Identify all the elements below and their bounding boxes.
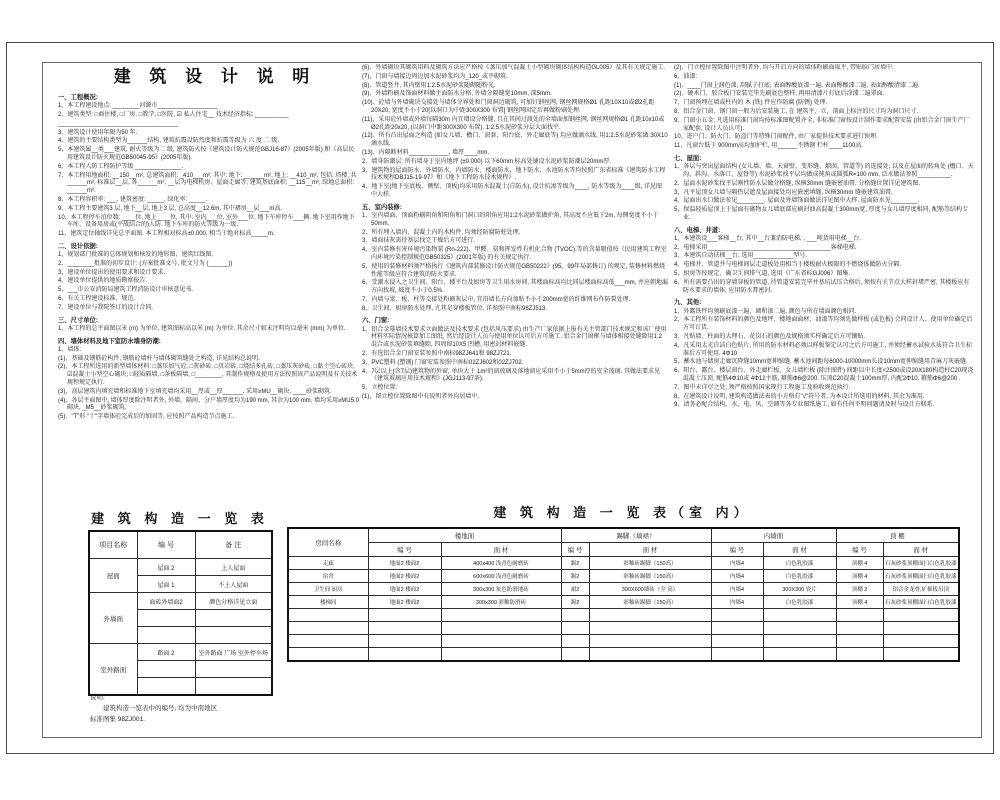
interior-table-title: 建 筑 构 造 一 览 表（室 内） (493, 505, 752, 520)
table-row (288, 596, 959, 609)
section-heading: 一、工程概况: (58, 94, 98, 101)
table-cell: 路面 2 (137, 644, 195, 661)
note-line: 8、铝合金门窗、钢门窗一般为后安装施工, 在 建筑平、立、剖面上标注的尺寸均为洞口尺寸. (674, 108, 919, 115)
subheader-code: 编 号 (711, 543, 763, 557)
subheader-code: 编 号 (836, 543, 883, 557)
note-line: (1)、留立樘位置除图中有说明者外均居墙中. (362, 394, 480, 401)
note-line: (13)、内隔断材料____________, 墙厚____mm. (362, 149, 490, 156)
note-line: 4、地下室(地下室底板、侧壁、顶板)均采用防水混凝土(自防水), 设计抗渗等级为____, 防水等级为____级, 详见图中大样. (362, 184, 663, 198)
table-row (89, 559, 272, 576)
subheader-material: 面 材 (763, 543, 836, 557)
note-line: 5、___市公安消防局建筑工程消防设计审核意见书. (58, 287, 194, 294)
note-line: 2、有选铝合金门窗安装参照中南标98ZJ641和 98ZJ721. (362, 351, 512, 358)
note-line: 8、本工程容积率: ___, 建筑密度: _____, 绿化率: _____. (58, 196, 208, 203)
table-cell: 彩釉砖踢脚（150高） (589, 596, 711, 609)
group-header-ceiling: 顶 棚 (836, 528, 959, 543)
table-cell (836, 622, 883, 635)
table-cell: 彩釉砖踢脚（150高） (589, 570, 711, 583)
note-line: 8、卫生间、厨房防水处理, 尤其是穿楼板管位, 详参照中南标98ZJ513. (362, 305, 548, 312)
note-line: 6、阳台、露台、楼层窗台、外走廊栏板、女儿墙栏板 (除注图件) 间距以中长度<2500或设20X180构造柱C20现浇混凝土压顶, 配筋4Φ10或 4Φ12主筋, 箍筋Φ6@200. 压顶C20混凝土100mm厚, 内配2Φ10, 箍筋Φ6@200 . (674, 368, 974, 383)
table-footnote (90, 692, 217, 725)
note-line: 5、保温轻质屋顶上于屋面有砌物女儿墙底部应刷封油高混凝土300mm宽, 厚度与女儿墙厚度相同, 配筋等结构专业. (674, 207, 969, 221)
table-cell: 顶棚 4 (836, 596, 883, 609)
table-cell (441, 609, 561, 622)
note-line: 6、所有需要凸出的穿墙穿板的管道, 待管道安装完毕并基坑试压合格后, 须按有关节点大样封堵严密, 其楼板应有防水要求的墙体, 应用防水膏密封. (674, 279, 970, 294)
note-line: 11、凡窗台低于 900mm高均加护栏, 用______不锈钢 栏杆____1100高. (674, 143, 863, 150)
table-cell (368, 622, 441, 635)
note-line: 11、建筑定位轴线详见总平面图. 本工程相对标高±0.000, 相当于绝对标高_____m. (58, 231, 275, 238)
note-line: ____________________________________ (58, 120, 179, 127)
table-cell: 屋面 2 (137, 559, 195, 576)
table-cell: 地面2 楼面2 (368, 570, 441, 583)
subheader-code: 编 号 (561, 543, 589, 557)
table-cell (589, 648, 711, 662)
table-cell (561, 609, 589, 622)
note-line: 10、本工程停车泊位数: ____位, 地上____位, 其中: 室内___位, 室外___位. 地下车库停车___辆. 地下室用作地下车库、设备用房或(平战结合的)人防. 地下车库的防火等级为一级. (58, 214, 355, 229)
note-line: (9)、外墙粉刷及饰面材料做主面防水分格, 外墙分隔缝宽10mm, 深5mm. (362, 91, 552, 98)
note-line: (3)、高层建筑内填充墙和标准地下室填充墙均采用__厚或__厚______, 采用≥MU__砌块, ____砂浆砌筑. (58, 388, 332, 395)
notes-column-3 (674, 64, 974, 512)
section-heading: 七、屋面: (674, 154, 702, 162)
table-cell: 顶棚 4 (836, 570, 883, 583)
table-cell (883, 609, 959, 622)
page-title: 建 筑 设 计 说 明 (113, 67, 317, 86)
table-cell (589, 622, 711, 635)
table-row (288, 570, 959, 583)
note-line: 4、室内装修有害环境污染物氡 (Rn-222)、甲醛、氨和挥发性有机化合物 (TVOC) 等的含量限值按《民用建筑工程室内环境污染控制规范GB50325》(2001年版) 的有关规定执行. (362, 247, 667, 261)
table-cell: 300x300 彩釉防滑砖 (441, 596, 561, 609)
table-cell (288, 622, 368, 635)
construction-table (88, 530, 273, 696)
table-cell (589, 609, 711, 622)
table-cell (589, 635, 711, 648)
table-cell: 宿舍 (288, 570, 368, 583)
table-cell (368, 635, 441, 648)
interior-table-body (288, 557, 959, 662)
subheader-material: 面 材 (589, 543, 711, 557)
table-cell: 石灰砂浆顶棚面扫白色乳胶漆 (883, 570, 959, 583)
note-line: 1、本工程的总平面图以米 (m) 为单位, 建筑图标高以米 (m) 为单位. 其余尺寸如未注明均以毫米 (mm) 为单位. (58, 325, 346, 332)
note-line: 7、建设单位与我院签订的设计合同. (58, 304, 154, 311)
note-line: 9、本工程主要建筑3 层, 地下__层, 地上3 层, 总高度__12.6m, 其中裙房__层___m高. (58, 205, 283, 212)
table-cell (441, 648, 561, 662)
note-line: 7、本工程用地面积: __150__m², 总建筑面积: _410___m²; 其中: 地下: ______m², 地上: __410_m², 包括: 塔楼: 共______m², 标准层__层, 各______m², __层为电梯机房、屋面走廊等; 建筑基底面积: __115__m², 绿地总面积: ______m². (58, 172, 357, 195)
section-heading: 五、室内装修: (362, 203, 402, 211)
table-cell: 300x300 灰色防滑地砖 (441, 583, 561, 596)
note-line: (2)、硬木门、胶合板门安装完毕先刷底色整样, 再用清漆片打底后涂漆二遍罩面. (674, 91, 885, 98)
table-cell: 内墙4 (711, 557, 763, 570)
table-cell (137, 661, 195, 678)
table-cell: 楼梯间 (288, 596, 368, 609)
note-line: 2、电梯采用_____________________________________客梯电梯. (674, 244, 857, 251)
group-header-floor: 楼地面 (368, 528, 561, 543)
note-line: (12)、所有凸出屋面之构造 (如女儿墙、檐口、窗套、阳台底、外走廊底等) 均应做滴水线, 用1:2.5水泥砂浆做 30X10滴水线. (362, 133, 668, 148)
footnote-line: 标准图集 98ZJ001. (90, 716, 145, 724)
table-cell: 白色乳胶漆 (763, 557, 836, 570)
note-line: 1、外露铁件均须刷底漆一遍、调和漆二遍, 颜色与所在墙面颜色相同. (674, 308, 857, 315)
note-line: 3、PVC塑料 (塑钢) 门窗安装参照中南标02ZJ602和02ZJ702. (362, 359, 524, 366)
table-cell: 地面2 楼面2 (368, 557, 441, 570)
note-line: 6、本工程人防工程防护等级 ______________. (58, 163, 184, 170)
table-cell (883, 622, 959, 635)
table-cell (368, 609, 441, 622)
note-line: 2、本工程所有装饰材料的颜色及地坪、楼地面面材、油漆等均须先做样板 (或色板) 会同设计人、使用单位确定后方可订货. (674, 317, 973, 332)
note-line: 1、各层与突出屋面结构 (女儿墙、墙、天窗壁、变形缝、烟囱、管道等) 的连接处, 以及在屋面的转角处 (檐口、天沟、斜沟、水落口、屋脊等) 水泥砂浆找平层均做成钝角或圆弧R=100 mm, 泛水做法参照__________. (674, 164, 974, 178)
note-line: (1)、____门窗上润色漆, 刮腻子打底, 表面醇酸底漆一遍, 表面醇酸漆二遍, 表面醇酸清漆二遍. (674, 82, 920, 89)
table-row (288, 609, 959, 622)
table-cell: 300X300 瓷片 (763, 583, 836, 596)
table-cell: 顶棚 2 (836, 583, 883, 596)
table-cell: 地面2 楼面2 (368, 596, 441, 609)
table-cell: 走廊 (288, 557, 368, 570)
note-line: 6、油漆: (674, 73, 698, 80)
footnote-line: 说明: (90, 694, 105, 701)
subheader-code: 编 号 (368, 543, 441, 557)
note-line: 3、凡贴墙、柱面的大理石、花岗石的颜色及规格须实样确定后方可镶贴. (674, 334, 866, 341)
note-line: 2、墙身防潮层: 所有墙身于室内地坪 (±0.000) 以下60mm 标高处铺设水泥砂浆防潮层20mm厚. (362, 158, 611, 165)
note-line: (4)、各层平面图中, 墙体厚度除注明者外, 外墙、隔间、分户墙厚度均为190 mm, 其余为100 mm. 墙均采用≥MU5.0 砌块, _M5__砂浆砌筑. (58, 397, 359, 412)
table-cell: 裙2 (561, 583, 589, 596)
table-cell: 400x400 浅青色耐磨砖 (441, 557, 561, 570)
table-cell: 石灰砂浆顶棚面扫白色乳胶漆 (883, 596, 959, 609)
table-cell: 上人屋面 (195, 559, 272, 576)
table-cell (368, 648, 441, 662)
column-header-project: 项目名称 (89, 531, 137, 559)
construction-table-body (89, 559, 272, 696)
table-cell (288, 648, 368, 662)
notes-column-2 (362, 64, 668, 512)
table-cell (711, 635, 763, 648)
table-cell (137, 610, 195, 627)
table-cell: 内墙4 (711, 570, 763, 583)
note-line: 5、本建筑属__类___建筑, 耐火等级为二 级, 建筑防火按《建筑设计防火规范GBJ16-87》(2005年版) 和《高层民用建筑设计防火规范GB50045-95》(2005年版). (58, 147, 355, 161)
note-line: 7、图中未详尽之处, 须严格按照国家现行工程施工及验收规范执行. (674, 384, 851, 391)
notes-column-1 (58, 90, 360, 506)
table-cell: 300X600墙砖（全 高） (589, 583, 711, 596)
note-line: 8、在建筑设计说明, 建筑构造做法表的小方格打"√"符号者, 为本设计所选用的材料, 其余为准用. (674, 393, 925, 400)
note-line: (10)、砼墙与外墙砌块交接处与墙体分界处和门窗洞边砌筑, 可加钉钢丝网, 钢丝网规格Ø1 孔距10X10或Ø2孔距20X20, 宽度不小于20[以洞口为中距300X300 布置] 钢丝网固定后再做粉刷处理. (362, 100, 655, 114)
footnote-line: 建筑构造一览表中的编号, 均为中南地区 (90, 705, 218, 713)
project-name-cell: 外墙面 (89, 593, 137, 644)
table-cell: 室外路面 广场 室外停车场 (195, 644, 272, 661)
note-line: 1、墙体: (58, 346, 82, 353)
note-line: 4、凡采用太光自洁白色贴片, 所用的防水材料必须以样板鉴定认可之后方可施工, 并须经蓄水试验水质符合卫生标准后方可使用. 4Φ10 (674, 342, 973, 357)
note-line: 4、建筑的主要结构类型为______结构, 建筑抗震设防烈度和抗震等级为 六 度 二 级. (58, 138, 280, 145)
subheader-material: 面 材 (883, 543, 959, 557)
table-cell (711, 609, 763, 622)
note-line: (5)、"T"形 "十"字墙体砼完成后的加固等, 应按照产品构造节点施工. (58, 414, 235, 421)
note-line: 5、蓄水池与储房走廊沉降缝10mm宽伸缩缝, 蓄水池间距每6000-10000mm长设10mm宽伸缩缝用青麻刀灰嵌缝. (674, 359, 968, 366)
note-line: 9、请务必配合结构、水、电、风、空调等各专业图纸施工, 如有任何不明问题请及时与设计方联系. (674, 402, 935, 409)
note-line: 1、铝合金幕墙技术要求立面做法及技术要求 (包括风压要求) 由生产厂家依据上报有关主管部门技术规定和该厂使用材料实际情况核算加工图纸, 然后经设计人员与使用单位认可后方可施工. 铝合金门窗框与墙体相接处缝隙用1:2 混合或水泥砂浆填缝隙, 四周留10X5 凹槽, 用密封材料嵌缝. (362, 326, 667, 349)
table-cell (883, 635, 959, 648)
table-row (288, 635, 959, 648)
table-cell (836, 609, 883, 622)
table-cell: 面砖外墙面2 (137, 593, 195, 610)
table-cell: 踢2 (561, 596, 589, 609)
table-row (288, 557, 959, 570)
subheader-material: 面 材 (441, 543, 561, 557)
note-line: (11)、采用砼外墙或外墙每隔30m 内宜增设分格缝, 且在其间过渡处的全墙面加钢丝网, 钢丝网规格Ø1 孔距10x10或Ø2孔距20x20, (以洞口中距300X300 布置), 1:2.5水泥砂浆分层大面找平. (362, 116, 665, 131)
column-header-room: 房间名称 (288, 528, 368, 557)
table-row (89, 644, 272, 661)
table-cell: 屋面 1 (137, 576, 195, 593)
table-cell: 白色乳胶漆 (763, 570, 836, 583)
table-cell: 卫生间 厨房 (288, 583, 368, 596)
note-line: 6、受潮水侵入之卫生间、阳台、楼平台及厨房等卫生用水房间, 其楼面标高均比同层楼面标高低___mm, 并应朝地漏方向找坡, 坡度不小于0.5%. (362, 280, 668, 295)
table-cell: 不上人屋面 (195, 576, 272, 593)
table-cell (195, 610, 272, 627)
note-line: (1)、基础及钢筋砼构件, 钢筋砼墙柱与墙体砌筑缝处之构造, 详见结构总说明. (58, 355, 260, 362)
table-row (288, 648, 959, 662)
table-cell: 白色乳胶漆 (763, 596, 836, 609)
note-line: 4、7层以上(含7层)建筑物的外窗, 单块大于 1m²的窗玻璃及落地窗应采用不小于5mm厚的安全玻璃. 其做法要求见《建筑玻璃应用技术规程》(JGJ113-97条). (362, 368, 661, 383)
table-cell: 颜色分格详见立面 (195, 593, 272, 610)
table-cell (288, 609, 368, 622)
note-line: 3、建设单位提出的使用要求和设计要求. (58, 269, 166, 276)
note-line: 1、室内墙面、顶面粉刷阴角和阳角和门洞口的阳角应用1:2水泥砂浆做护角, 其高度不应低于2m, 每侧宽度不小于50mm. (362, 212, 659, 227)
table-cell (836, 648, 883, 662)
table-cell (711, 648, 763, 662)
table-cell (883, 648, 959, 662)
note-line: 4、电梯井、管道井与电梯间层走道板处用相当于楼板耐火极限的不燃烧体做防火分隔. (674, 262, 902, 269)
section-heading: 三、尺寸单位: (58, 316, 98, 324)
group-header-skirting: 踢脚（墙裙） (561, 528, 711, 543)
note-line: (2)、门立樘位置除图中注明者外, 均与开启方向的墙体粉刷面取平, 带贴脸门居墙中. (674, 65, 894, 71)
note-line: 10、进户门、防火门、防盗门等特殊门窗配件, 由厂家提供技术要求进行预埋. (674, 134, 878, 141)
table-cell (763, 648, 836, 662)
note-line: 3、墙面抹灰需待基层找完干燥后方可进行. (362, 238, 476, 245)
table-cell: 内墙4 (711, 583, 763, 596)
note-line: 3、建筑物的屋面防水、外墙防水、内墙防水、楼面防水、地下防水、水池防水等均按照广东省标准《建筑防水工程技术规程DBJ15-19-97》和《地下工程防水技术规程》. (362, 167, 666, 182)
table-cell (836, 635, 883, 648)
table-cell: 铝合金龙骨,矿棉板吊顶 (883, 583, 959, 596)
note-line: (7)、门窗与墙接边周边加水泥砂浆均为_120_或平砌筑. (362, 73, 508, 80)
table-cell (561, 622, 589, 635)
table-row (89, 593, 272, 610)
table-cell (441, 635, 561, 648)
note-line: 4、建设单位提供的地质勘察报告. (58, 278, 148, 285)
section-heading: 二、设计依据: (58, 242, 98, 250)
table-cell (763, 609, 836, 622)
note-line: 3、凡平屋顶女儿墙与隔热层遮及屋面接处均应嵌密填缝, 纵横30mm 缝嵌建筑油膏. (674, 189, 893, 196)
section-heading: 八、电梯、井道: (674, 226, 721, 234)
table-cell (195, 627, 272, 644)
construction-table-title: 建 筑 构 造 一 览 表 (91, 511, 269, 526)
note-line: (2)、本工程所选用的新型墙体材料: □蒸压加气砼, □灰砂砖, □页岩砖, □烧结多孔砖, □蒸压灰砂砖, □黏土空心砖块, ☑混凝土小型空心砌块, □轻质隔墙, □条板隔墙, □________, 其制作规格及使用方法按照该产品说明及有关技术规程规定执行. (58, 364, 358, 386)
table-cell: 踢2 (561, 557, 589, 570)
column-header-remark: 备 注 (195, 531, 272, 559)
table-cell: 踢2 (561, 570, 589, 583)
table-cell (711, 622, 763, 635)
group-header-wall: 内墙面 (711, 528, 836, 543)
note-line: 7、门窗预埋在墙或柱内的 木 (铁) 件应作防腐 (防锈) 处理. (674, 100, 828, 107)
project-name-cell: 屋面 (89, 559, 137, 593)
column-header-code: 编 号 (137, 531, 195, 559)
table-cell (137, 627, 195, 644)
note-line: 6、有关工程建设标准、规范. (58, 296, 136, 303)
table-cell (561, 635, 589, 648)
note-line: 7、内墙与梁、板、柱等交接处粉刷灰层中, 宜沿墙长方向加贴不小于200mm宽的纤维网布作防裂处理. (362, 296, 631, 303)
section-heading: 六、门窗: (362, 317, 390, 325)
table-row (288, 583, 959, 596)
note-line: (6)、外墙砌块其砌筑用料及砌筑方法应严格按《蒸压加气混凝土小型砌块砌体结构构造GL005》及其有关规定施工. (362, 65, 666, 71)
note-line: 2、屋面水泥砂浆找平层刚性防水层做分格缝, 纵横30mm 缝嵌密油膏, 分格缝位置详见建筑图. (674, 180, 921, 187)
note-line: 1、本工程建设地点: ________河源市__________________ (58, 103, 218, 110)
note-line: 5、立樘位置: (362, 385, 398, 392)
project-name-cell: 室外路面 (89, 644, 137, 696)
note-line: 9、门窗小五金; 凡选用标准门窗均按标准图配置齐全, 非标准门窗按设计制作要求配置安装 (由铝合金门窗生产厂家配套, 设计人员认可). (674, 117, 970, 132)
note-line: 3、本建筑自动扶梯__台, 选用____________型号. (674, 253, 808, 260)
table-cell: 石灰砂浆顶棚面扫白色乳胶漆 (883, 557, 959, 570)
note-line: 1、本建筑设___客梯__台, 其中__台兼消防电梯, , ___吨货用电梯__台. (674, 235, 862, 242)
note-line: 2、建筑类型: □商住楼, □厂房, □教学, □医院, ☑ 私人住宅__ 技术经济指标: __________ (58, 111, 289, 118)
table-cell: 内墙4 (711, 596, 763, 609)
note-line: 4、屋面出水口做法参见________, 屋面及外墙饰面做法详见图中大样. 屋面防水见________. (674, 198, 920, 205)
section-heading: 四、墙体材料及地下室防水墙身防潮: (58, 337, 161, 345)
table-cell (763, 622, 836, 635)
note-line: 3、建筑设计使用年限为50 年. (58, 129, 138, 136)
note-line: 5、使用的装修材料须严格执行《建筑内部装修设计防火规范GB50222》(95、99年局部修订) 的规定, 装修材料燃烧性能等级应符合建筑的防火要求. (362, 263, 666, 278)
note-line: 1、规划部门批准的总体规划和核发的地形图、建筑红线图. (58, 252, 214, 259)
table-cell: 顶棚 4 (836, 557, 883, 570)
table-cell (763, 635, 836, 648)
note-line: 2、________批准的初步设计: (方案批准文号, 批文号为 (______)) (58, 260, 233, 267)
table-cell (441, 622, 561, 635)
table-row (288, 622, 959, 635)
table-cell: 600x600 浅青色耐磨砖 (441, 570, 561, 583)
table-cell: 地面2 楼面2 (368, 583, 441, 596)
table-cell (561, 648, 589, 662)
table-cell (195, 661, 272, 678)
interior-table (287, 527, 960, 662)
note-line: (8)、管道竖井, 其内壁用1:2.5水泥砂浆随砌随粉光. (362, 82, 496, 89)
note-line: 5、厨房等按规定、确卫生间排气道, 选用《广东省标GJ006》图集. (674, 271, 851, 278)
table-cell: 彩釉砖踢脚（150高） (589, 557, 711, 570)
note-line: 2、所有埋入墙内、混凝土内的木构件, 均须经防腐防蛀处理. (362, 229, 521, 236)
table-cell (288, 635, 368, 648)
section-heading: 九、其他: (674, 299, 702, 307)
